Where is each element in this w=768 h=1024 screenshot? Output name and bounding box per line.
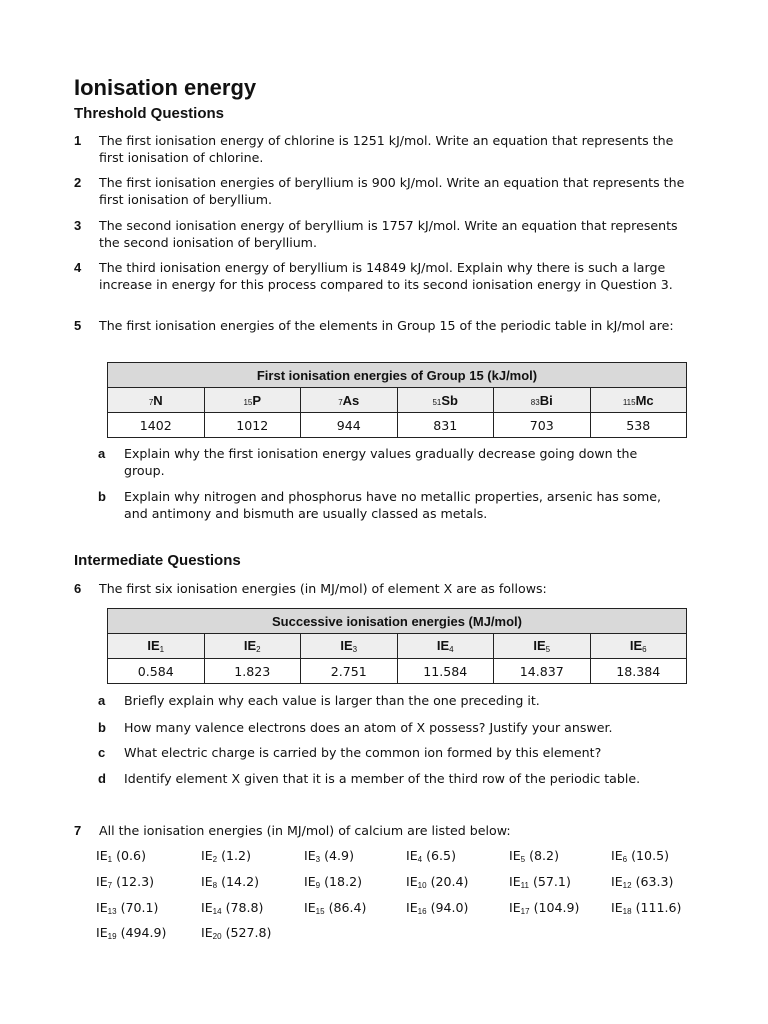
question-7 [74, 823, 694, 840]
question-text: The first ionisation energies of beryllium is 900 kJ/mol. Write an equation that represents the first ionisation of beryllium. [99, 175, 685, 207]
calcium-ie-item: IE16 (94.0) [406, 900, 469, 916]
subpart-label: c [98, 745, 106, 760]
question-text: All the ionisation energies (in MJ/mol) of calcium are listed below: [99, 823, 511, 838]
calcium-ie-item: IE13 (70.1) [96, 900, 159, 916]
subpart-5a [98, 446, 678, 479]
subpart-text: What electric charge is carried by the common ion formed by this element? [124, 745, 602, 760]
calcium-ie-item: IE17 (104.9) [509, 900, 580, 916]
question-text: The third ionisation energy of beryllium is 14849 kJ/mol. Explain why there is such a large increase in energy for this process compared to its second ionisation energy in Question 3. [99, 260, 673, 292]
calcium-ie-item: IE5 (8.2) [509, 848, 559, 864]
question-number: 4 [74, 260, 82, 275]
table-cell: 1.823 [204, 659, 301, 684]
subpart-5b [98, 489, 678, 522]
calcium-ie-item: IE7 (12.3) [96, 874, 154, 890]
element-header: 7N [108, 388, 205, 413]
successive-ie-table [107, 608, 687, 684]
question-1 [74, 133, 694, 166]
calcium-ie-item: IE15 (86.4) [304, 900, 367, 916]
subpart-label: d [98, 771, 106, 786]
calcium-ie-item: IE12 (63.3) [611, 874, 674, 890]
element-header: 15P [204, 388, 301, 413]
calcium-ie-item: IE6 (10.5) [611, 848, 669, 864]
table-cell: 944 [301, 413, 398, 438]
table-caption: First ionisation energies of Group 15 (kJ/mol) [108, 363, 687, 388]
calcium-ie-item: IE4 (6.5) [406, 848, 456, 864]
table-cell: 1012 [204, 413, 301, 438]
table-cell: 2.751 [301, 659, 398, 684]
subpart-label: b [98, 720, 106, 735]
calcium-ie-item: IE18 (111.6) [611, 900, 682, 916]
subpart-text: Identify element X given that it is a member of the third row of the periodic table. [124, 771, 641, 786]
subpart-6b [98, 720, 678, 737]
table-cell: 14.837 [494, 659, 591, 684]
table-cell: 1402 [108, 413, 205, 438]
subpart-6c [98, 745, 678, 762]
element-header: 51Sb [397, 388, 494, 413]
table-cell: 703 [494, 413, 591, 438]
calcium-ie-item: IE9 (18.2) [304, 874, 362, 890]
ie-header: IE1 [108, 634, 205, 659]
question-number: 5 [74, 318, 82, 333]
calcium-ie-item: IE10 (20.4) [406, 874, 469, 890]
ie-header: IE6 [590, 634, 687, 659]
table-header-row [108, 634, 687, 659]
threshold-heading: Threshold Questions [74, 105, 225, 122]
subpart-text: Briefly explain why each value is larger than the one preceding it. [124, 693, 540, 708]
question-text: The first ionisation energy of chlorine is 1251 kJ/mol. Write an equation that represents the first ionisation of chlorine. [99, 133, 674, 165]
question-number: 7 [74, 823, 82, 838]
question-2 [74, 175, 694, 208]
subpart-text: Explain why nitrogen and phosphorus have no metallic properties, arsenic has some, and antimony and bismuth are usually classed as metals. [124, 489, 662, 521]
calcium-ie-item: IE19 (494.9) [96, 925, 167, 941]
table-cell: 538 [590, 413, 687, 438]
table-cell: 831 [397, 413, 494, 438]
subpart-label: a [98, 446, 106, 461]
table-header-row [108, 388, 687, 413]
element-header: 83Bi [494, 388, 591, 413]
question-6 [74, 581, 694, 598]
question-number: 2 [74, 175, 82, 190]
question-text: The first ionisation energies of the elements in Group 15 of the periodic table in kJ/mol are: [99, 318, 674, 333]
question-text: The second ionisation energy of beryllium is 1757 kJ/mol. Write an equation that represents the second ionisation of beryllium. [99, 218, 678, 250]
ie-header: IE2 [204, 634, 301, 659]
calcium-ie-item: IE8 (14.2) [201, 874, 259, 890]
question-number: 1 [74, 133, 82, 148]
calcium-ie-item: IE14 (78.8) [201, 900, 264, 916]
subpart-label: a [98, 693, 106, 708]
ie-header: IE5 [494, 634, 591, 659]
calcium-ie-item: IE20 (527.8) [201, 925, 272, 941]
subpart-6a [98, 693, 678, 710]
subpart-6d [98, 771, 678, 788]
page-title: Ionisation energy [74, 75, 257, 100]
ie-header: IE3 [301, 634, 398, 659]
table-row [108, 659, 687, 684]
question-number: 3 [74, 218, 82, 233]
element-header: 7As [301, 388, 398, 413]
subpart-text: How many valence electrons does an atom of X possess? Justify your answer. [124, 720, 613, 735]
subpart-text: Explain why the first ionisation energy values gradually decrease going down the group. [124, 446, 638, 478]
table-cell: 11.584 [397, 659, 494, 684]
calcium-ie-item: IE11 (57.1) [509, 874, 571, 890]
table-cell: 0.584 [108, 659, 205, 684]
ie-header: IE4 [397, 634, 494, 659]
calcium-ie-item: IE2 (1.2) [201, 848, 251, 864]
calcium-ie-item: IE1 (0.6) [96, 848, 146, 864]
table-caption: Successive ionisation energies (MJ/mol) [108, 609, 687, 634]
element-header: 115Mc [590, 388, 687, 413]
question-3 [74, 218, 694, 251]
table-row [108, 413, 687, 438]
subpart-label: b [98, 489, 106, 504]
question-text: The first six ionisation energies (in MJ/mol) of element X are as follows: [99, 581, 547, 596]
question-number: 6 [74, 581, 82, 596]
question-4 [74, 260, 694, 293]
question-5 [74, 318, 694, 335]
group15-table [107, 362, 687, 438]
calcium-ie-item: IE3 (4.9) [304, 848, 354, 864]
table-cell: 18.384 [590, 659, 687, 684]
intermediate-heading: Intermediate Questions [74, 552, 241, 569]
